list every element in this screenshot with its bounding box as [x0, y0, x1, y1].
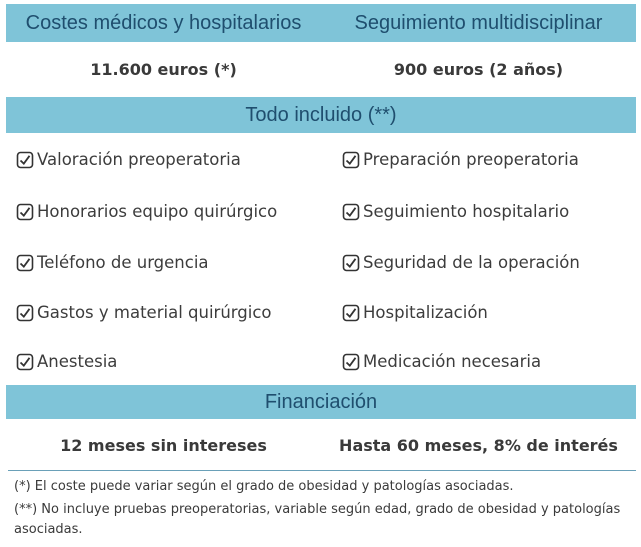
financing-band — [6, 385, 636, 419]
included-item — [16, 303, 272, 322]
included-item — [16, 202, 277, 221]
header-followup: Seguimiento multidisciplinar — [354, 12, 603, 34]
checked-box-icon — [342, 304, 360, 322]
included-item — [16, 352, 117, 371]
checked-box-icon — [342, 203, 360, 221]
included-item-label: Honorarios equipo quirúrgico — [37, 202, 278, 221]
included-item-label: Gastos y material quirúrgico — [37, 303, 272, 322]
included-item-label: Seguimiento hospitalario — [363, 202, 570, 221]
included-item — [16, 253, 209, 272]
checked-box-icon — [342, 254, 360, 272]
included-band — [6, 97, 636, 133]
footnote-exclusions: (**) No incluye pruebas preoperatorias, variable según edad, grado de obesidad y patologías asociadas. — [14, 502, 621, 537]
checked-box-icon — [342, 151, 360, 169]
included-item — [342, 150, 579, 169]
price-followup: 900 euros (2 años) — [393, 60, 564, 79]
included-item — [342, 253, 580, 272]
financing-option-no-interest: 12 meses sin intereses — [60, 436, 267, 455]
footnote-cost: (*) El coste puede variar según el grado de obesidad y patologías asociadas. — [14, 479, 514, 494]
checked-box-icon — [16, 151, 34, 169]
checked-box-icon — [16, 304, 34, 322]
header-medical-costs: Costes médicos y hospitalarios — [25, 12, 302, 34]
checked-box-icon — [16, 254, 34, 272]
included-item-label: Medicación necesaria — [363, 352, 542, 371]
included-item-label: Valoración preoperatoria — [37, 150, 241, 169]
divider — [8, 470, 636, 471]
included-item — [342, 303, 488, 322]
included-item — [342, 202, 569, 221]
included-item — [342, 352, 541, 371]
included-item — [16, 150, 241, 169]
included-item-label: Hospitalización — [363, 303, 488, 322]
included-item-label: Teléfono de urgencia — [37, 253, 209, 272]
included-item-label: Anestesia — [37, 352, 118, 371]
included-item-label: Preparación preoperatoria — [363, 150, 579, 169]
financing-title: Financiación — [264, 391, 378, 413]
price-medical-costs: 11.600 euros (*) — [90, 60, 237, 79]
included-title: Todo incluido (**) — [245, 104, 397, 126]
financing-option-60-months: Hasta 60 meses, 8% de interés — [339, 436, 618, 455]
checked-box-icon — [342, 353, 360, 371]
included-item-label: Seguridad de la operación — [363, 253, 580, 272]
checked-box-icon — [16, 203, 34, 221]
checked-box-icon — [16, 353, 34, 371]
